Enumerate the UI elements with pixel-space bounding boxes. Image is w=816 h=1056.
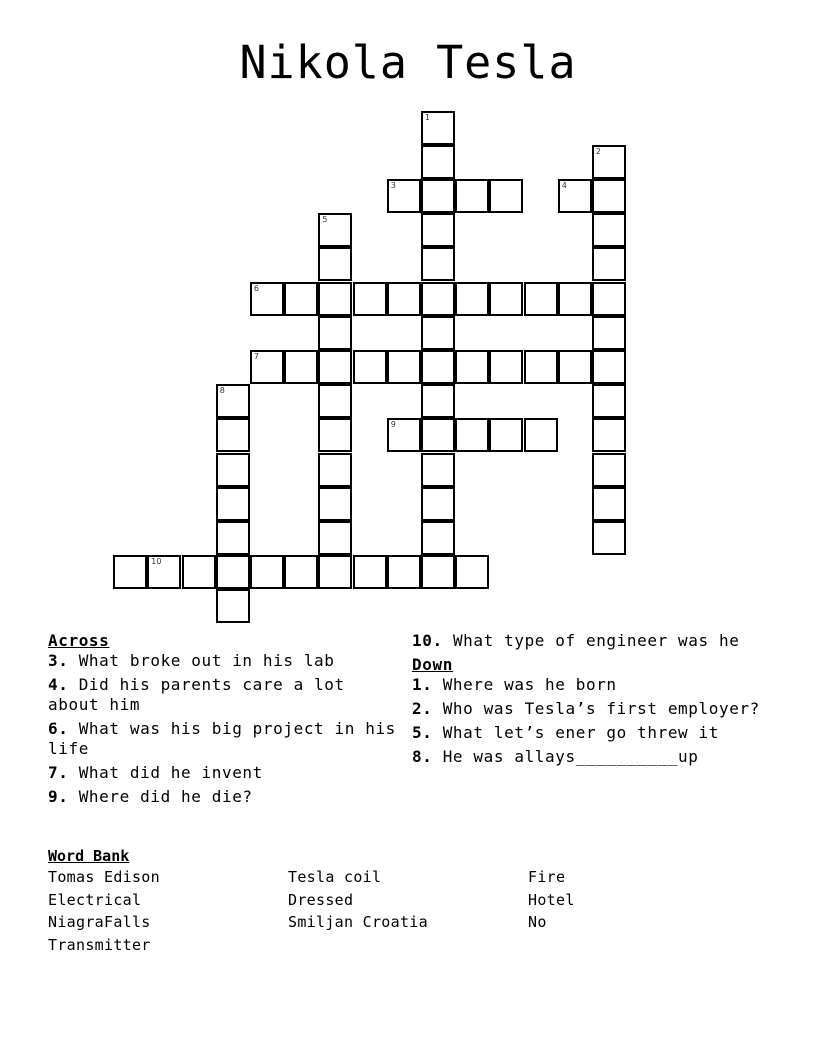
crossword-cell[interactable]: [353, 555, 387, 589]
word-bank-list: [48, 866, 788, 956]
word-bank-item: Fire: [528, 868, 566, 886]
crossword-cell[interactable]: [387, 555, 421, 589]
crossword-cell[interactable]: [489, 282, 523, 316]
word-bank-item: Tomas Edison: [48, 868, 160, 886]
clue-number: 5: [322, 215, 328, 225]
clue-across-7: 7. What did he invent: [48, 763, 263, 782]
crossword-cell[interactable]: [250, 350, 284, 384]
crossword-cell[interactable]: [524, 418, 558, 452]
clue-number: 2: [595, 146, 601, 156]
crossword-cell[interactable]: [387, 350, 421, 384]
word-bank-item: Dressed: [288, 890, 354, 909]
page-title: Nikola Tesla: [239, 36, 577, 89]
across-heading: Across: [48, 631, 110, 650]
word-bank-item: Smiljan Croatia: [288, 913, 428, 931]
crossword-cell[interactable]: [318, 521, 352, 555]
crossword-cell[interactable]: [216, 384, 250, 418]
crossword-cell[interactable]: [592, 453, 626, 487]
crossword-cell[interactable]: [318, 350, 352, 384]
clues-column-left: [48, 631, 398, 811]
crossword-cell[interactable]: [489, 179, 523, 213]
crossword-cell[interactable]: [592, 282, 626, 316]
crossword-cell[interactable]: [592, 145, 626, 179]
crossword-cell[interactable]: [421, 384, 455, 418]
crossword-cell[interactable]: [592, 418, 626, 452]
word-bank-item: No: [528, 913, 547, 931]
crossword-cell[interactable]: [558, 282, 592, 316]
crossword-cell[interactable]: [455, 555, 489, 589]
word-bank-heading: Word Bank: [48, 847, 130, 865]
crossword-cell[interactable]: [455, 179, 489, 213]
word-bank-item: Transmitter: [48, 935, 151, 954]
crossword-cell[interactable]: [318, 555, 352, 589]
crossword-cell[interactable]: [318, 316, 352, 350]
clue-across-3: 3. What broke out in his lab: [48, 651, 335, 670]
crossword-cell[interactable]: [558, 350, 592, 384]
crossword-cell[interactable]: [592, 350, 626, 384]
crossword-cell[interactable]: [113, 555, 147, 589]
crossword-cell[interactable]: [421, 213, 455, 247]
clue-number: 6: [253, 283, 259, 293]
word-bank-item: Electrical: [48, 890, 142, 909]
clue-number: 4: [561, 180, 567, 190]
down-heading: Down: [412, 655, 453, 674]
crossword-cell[interactable]: [455, 350, 489, 384]
clue-across-4: 4. Did his parents care a lot about him: [48, 675, 345, 714]
clue-across-10: 10. What type of engineer was he: [412, 631, 740, 650]
clue-across-6: 6. What was his big project in his life: [48, 719, 396, 758]
crossword-cell[interactable]: [250, 555, 284, 589]
clue-number: 10: [151, 557, 162, 567]
crossword-cell[interactable]: [421, 282, 455, 316]
crossword-cell[interactable]: [318, 418, 352, 452]
crossword-cell[interactable]: [318, 453, 352, 487]
word-bank-item: Hotel: [528, 890, 575, 909]
clue-number: 9: [390, 420, 396, 430]
crossword-cell[interactable]: [421, 521, 455, 555]
crossword-cell[interactable]: [592, 384, 626, 418]
crossword-cell[interactable]: [592, 521, 626, 555]
crossword-cell[interactable]: [421, 247, 455, 281]
crossword-cell[interactable]: [284, 350, 318, 384]
crossword-cell[interactable]: [318, 384, 352, 418]
clue-number: 1: [424, 112, 430, 122]
crossword-cell[interactable]: [592, 179, 626, 213]
crossword-cell[interactable]: [421, 487, 455, 521]
crossword-cell[interactable]: [182, 555, 216, 589]
crossword-cell[interactable]: [318, 213, 352, 247]
crossword-cell[interactable]: [421, 418, 455, 452]
crossword-cell[interactable]: [524, 350, 558, 384]
clue-down-8: 8. He was allays__________up: [412, 747, 699, 766]
crossword-cell[interactable]: [592, 316, 626, 350]
crossword-cell[interactable]: [353, 282, 387, 316]
crossword-cell[interactable]: [318, 247, 352, 281]
clue-number: 3: [390, 180, 396, 190]
crossword-cell[interactable]: [216, 589, 250, 623]
crossword-cell[interactable]: [592, 213, 626, 247]
crossword-cell[interactable]: [421, 145, 455, 179]
crossword-cell[interactable]: [421, 179, 455, 213]
crossword-cell[interactable]: [284, 555, 318, 589]
crossword-cell[interactable]: [353, 350, 387, 384]
clue-number: 7: [253, 351, 259, 361]
crossword-cell[interactable]: [216, 487, 250, 521]
clue-number: 8: [219, 386, 225, 396]
crossword-cell[interactable]: [421, 316, 455, 350]
crossword-cell[interactable]: [455, 418, 489, 452]
crossword-cell[interactable]: [387, 282, 421, 316]
crossword-cell[interactable]: [455, 282, 489, 316]
word-bank-item: Tesla coil: [288, 868, 382, 886]
crossword-cell[interactable]: [387, 179, 421, 213]
clue-down-5: 5. What let’s ener go threw it: [412, 723, 719, 742]
crossword-cell[interactable]: [250, 282, 284, 316]
crossword-cell[interactable]: [421, 350, 455, 384]
clue-down-1: 1. Where was he born: [412, 675, 617, 694]
crossword-cell[interactable]: [524, 282, 558, 316]
crossword-cell[interactable]: [318, 487, 352, 521]
crossword-cell[interactable]: [592, 247, 626, 281]
crossword-cell[interactable]: [216, 418, 250, 452]
word-bank: [48, 846, 788, 956]
crossword-cell[interactable]: [558, 179, 592, 213]
crossword-cell[interactable]: [421, 453, 455, 487]
word-bank-item: NiagraFalls: [48, 913, 151, 931]
crossword-cell[interactable]: [318, 282, 352, 316]
crossword-cell[interactable]: [489, 418, 523, 452]
crossword-cell[interactable]: [216, 453, 250, 487]
crossword-cell[interactable]: [387, 418, 421, 452]
crossword-cell[interactable]: [216, 521, 250, 555]
clue-down-2: 2. Who was Tesla’s first employer?: [412, 699, 760, 718]
crossword-cell[interactable]: [421, 555, 455, 589]
clue-across-9: 9. Where did he die?: [48, 787, 253, 806]
crossword-cell[interactable]: [216, 555, 250, 589]
crossword-cell[interactable]: [489, 350, 523, 384]
crossword-cell[interactable]: [147, 555, 181, 589]
crossword-cell[interactable]: [592, 487, 626, 521]
crossword-cell[interactable]: [284, 282, 318, 316]
clues-column-right: [412, 631, 782, 771]
crossword-cell[interactable]: [421, 111, 455, 145]
